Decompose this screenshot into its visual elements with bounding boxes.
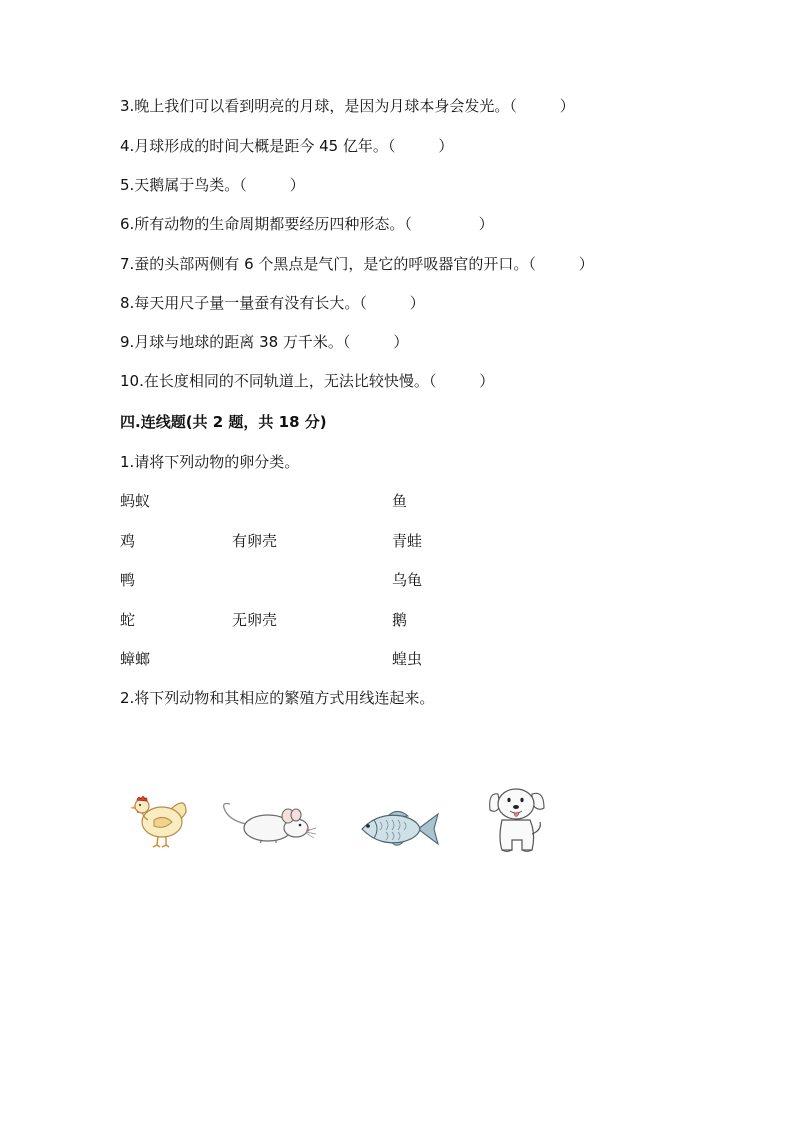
left-animal: 鸭: [120, 571, 136, 589]
right-animal: 鹅: [392, 611, 408, 629]
right-animal: 乌龟: [392, 571, 423, 589]
q2-prompt: 2.将下列动物和其相应的繁殖方式用线连起来。: [120, 689, 435, 707]
question-6: 6.所有动物的生命周期都要经历四种形态。（ ）: [120, 215, 494, 233]
category-without-shell: 无卵壳: [232, 611, 278, 629]
question-5: 5.天鹅属于鸟类。（ ）: [120, 176, 305, 194]
puppy-icon: [486, 782, 548, 858]
left-animal: 鸡: [120, 532, 136, 550]
right-animal: 蝗虫: [392, 650, 423, 668]
question-9: 9.月球与地球的距离 38 万千米。（ ）: [120, 333, 409, 351]
mouse-icon: [218, 798, 318, 846]
left-animal: 蟑螂: [120, 650, 151, 668]
question-7: 7.蚕的头部两侧有 6 个黑点是气门，是它的呼吸器官的开口。（ ）: [120, 255, 594, 273]
q1-prompt: 1.请将下列动物的卵分类。: [120, 453, 300, 471]
question-8: 8.每天用尺子量一量蚕有没有长大。（ ）: [120, 294, 425, 312]
question-3: 3.晚上我们可以看到明亮的月球，是因为月球本身会发光。（ ）: [120, 97, 575, 115]
hen-icon: [128, 790, 190, 850]
question-4: 4.月球形成的时间大概是距今 45 亿年。（ ）: [120, 137, 454, 155]
section-heading: 四.连线题(共 2 题，共 18 分): [120, 413, 327, 431]
right-animal: 青蛙: [392, 532, 423, 550]
right-animal: 鱼: [392, 492, 408, 510]
left-animal: 蚂蚁: [120, 492, 151, 510]
left-animal: 蛇: [120, 611, 136, 629]
category-with-shell: 有卵壳: [232, 532, 278, 550]
fish-icon: [358, 804, 440, 854]
question-10: 10.在长度相同的不同轨道上，无法比较快慢。（ ）: [120, 372, 495, 390]
